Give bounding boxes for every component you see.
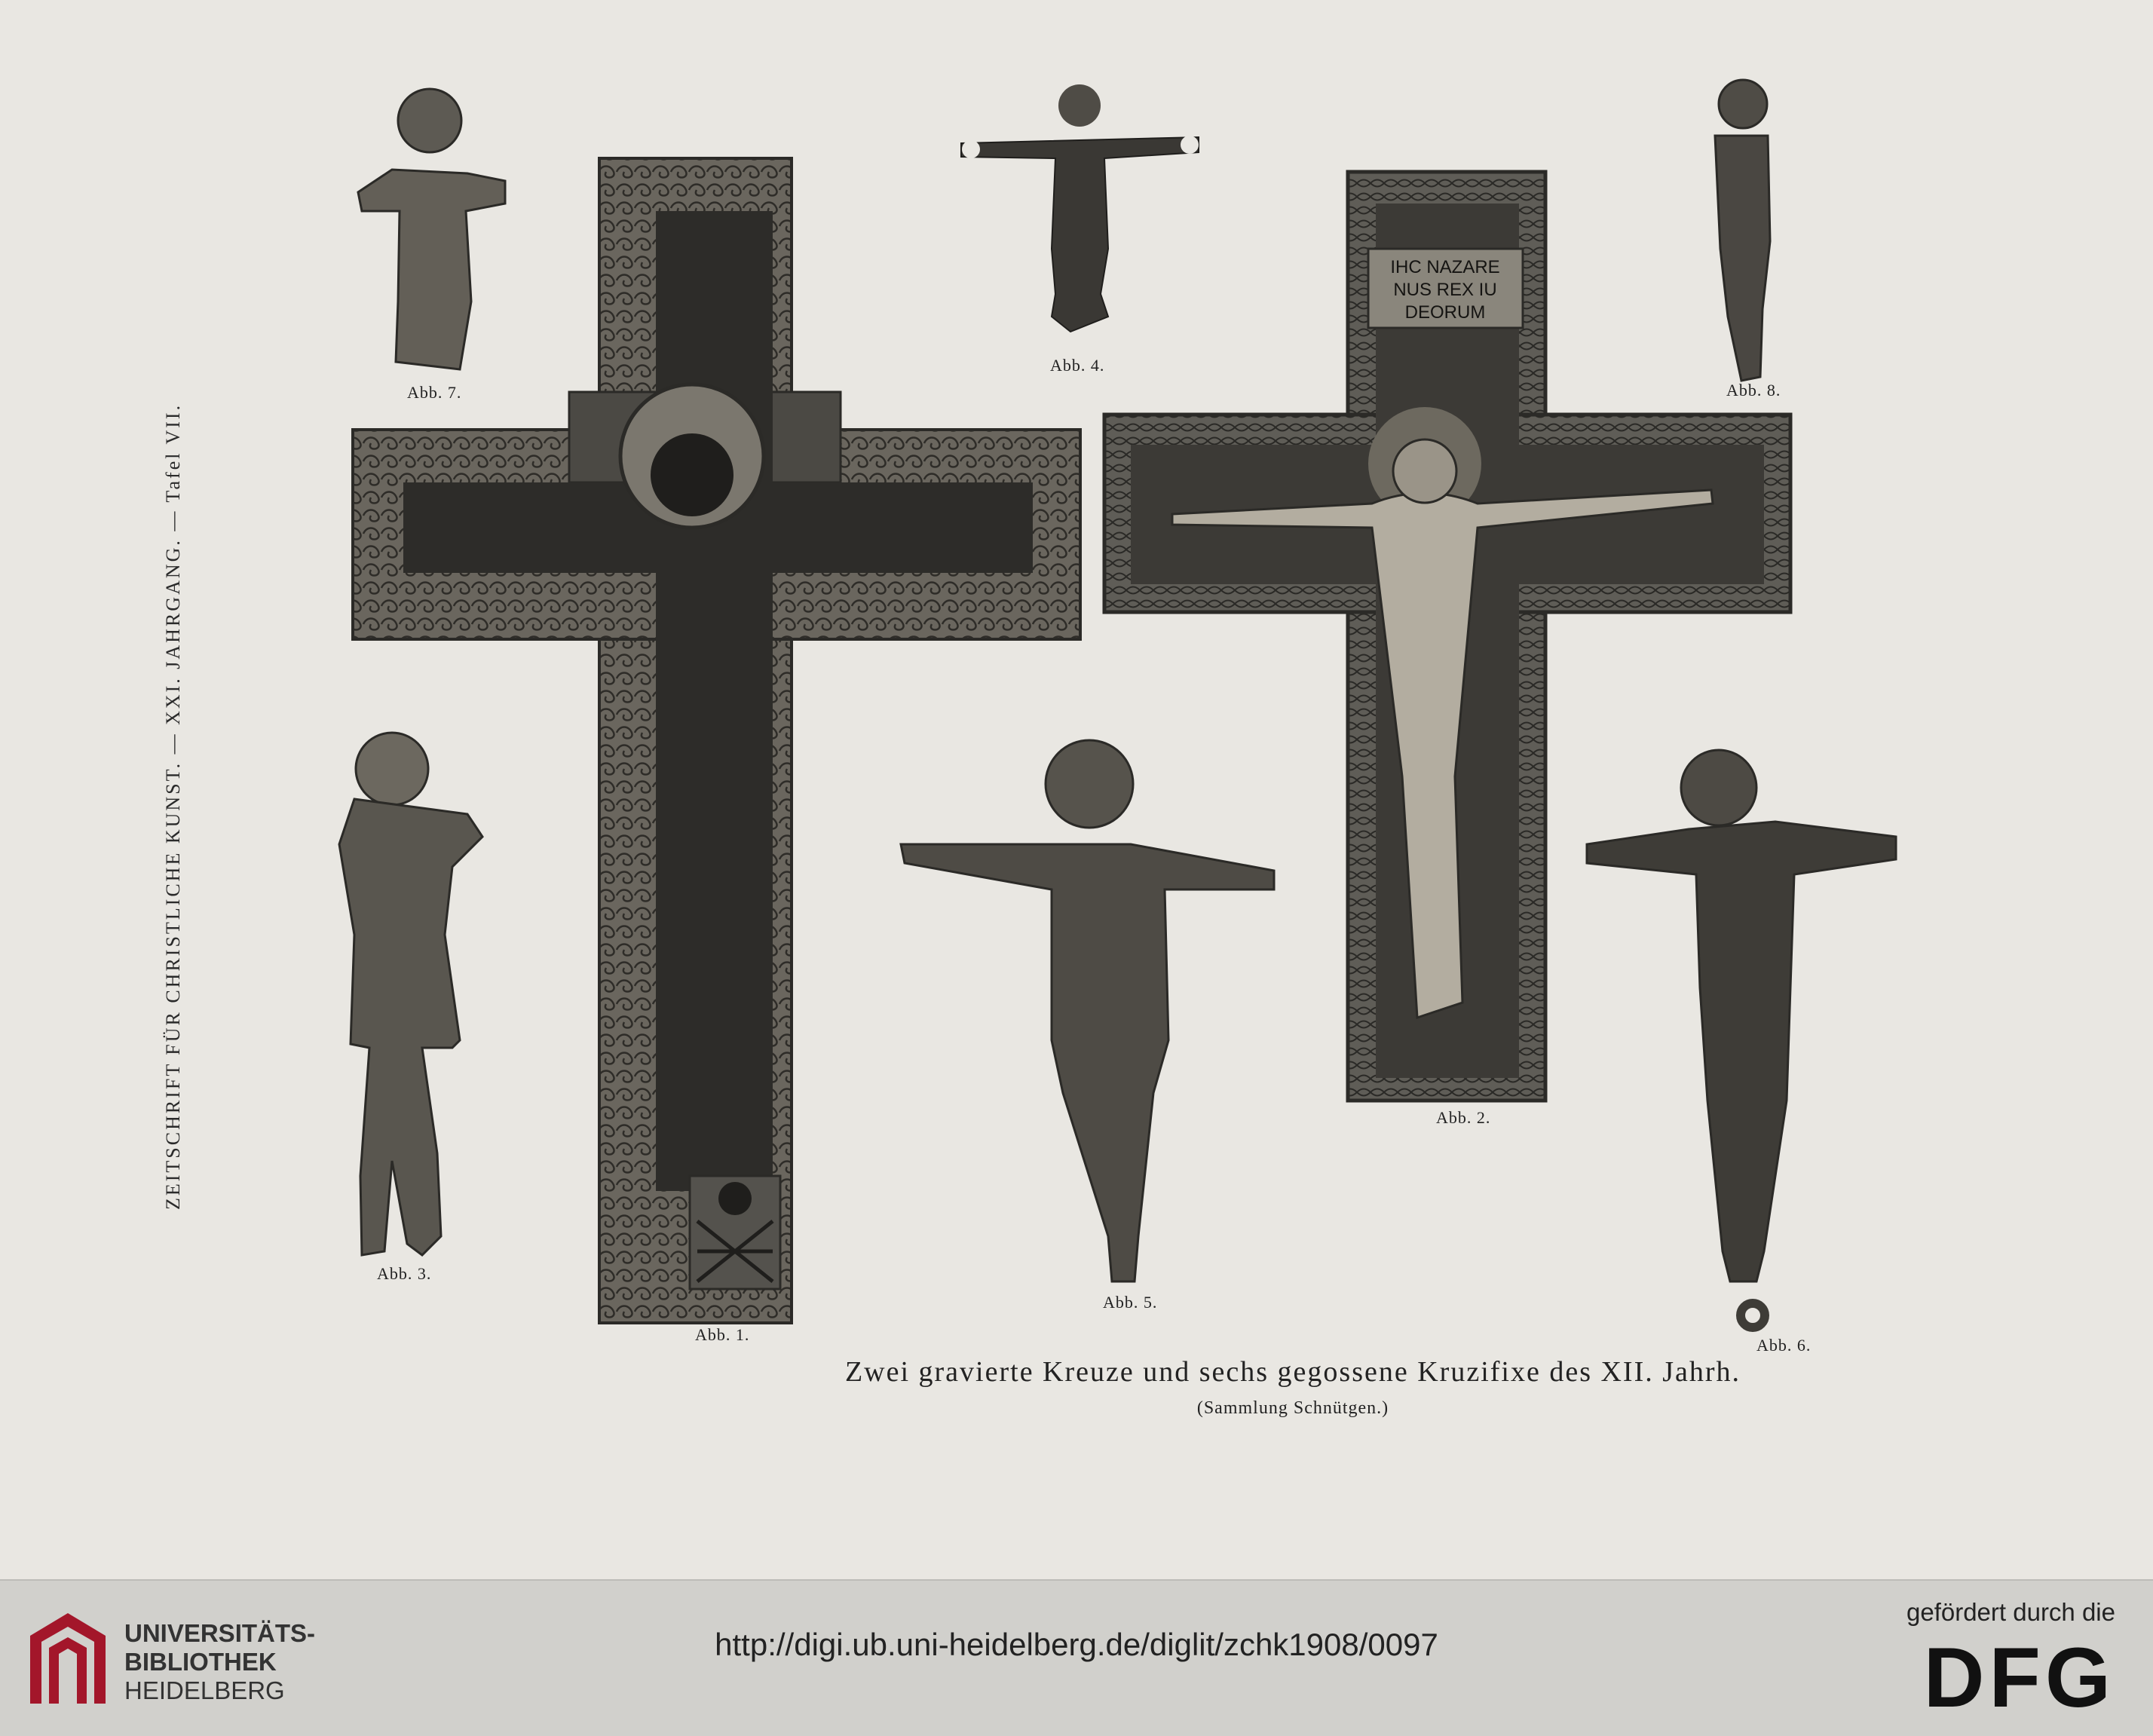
titulus-line-3: DEORUM: [1404, 302, 1486, 323]
dfg-logo: DFG: [1923, 1630, 2115, 1725]
figure-abb8: [1715, 80, 1770, 381]
plate-subcaption: (Sammlung Schnütgen.): [1196, 1398, 1389, 1418]
library-name-line1: UNIVERSITÄTS-: [124, 1619, 316, 1647]
figure-abb7: [358, 89, 505, 369]
plate-caption: Zwei gravierte Kreuze und sechs gegossene Kruzifixe des XII. Jahrh.: [844, 1356, 1741, 1388]
side-title: ZEITSCHRIFT FÜR CHRISTLICHE KUNST. — XXI. JAHRGANG. — Tafel VII.: [162, 403, 184, 1210]
figure-abb6: [1587, 750, 1896, 1327]
label-abb8: Abb. 8.: [1726, 381, 1781, 400]
cross-abb2: [1104, 172, 1790, 1101]
titulus-line-2: NUS REX IU: [1393, 280, 1497, 300]
figure-abb4: [961, 84, 1199, 332]
library-name-line3: HEIDELBERG: [124, 1676, 285, 1704]
label-abb5: Abb. 5.: [1103, 1293, 1158, 1312]
permalink-url[interactable]: http://digi.ub.uni-heidelberg.de/diglit/zchk1908/0097: [715, 1627, 1438, 1662]
label-abb6: Abb. 6.: [1756, 1336, 1812, 1355]
library-name-line2: BIBLIOTHEK: [124, 1648, 277, 1676]
label-abb7: Abb. 7.: [407, 383, 462, 402]
label-abb1: Abb. 1.: [695, 1325, 750, 1344]
label-abb2: Abb. 2.: [1436, 1108, 1491, 1127]
figure-abb3: [339, 733, 482, 1255]
funding-text: gefördert durch die: [1906, 1598, 2115, 1626]
label-abb3: Abb. 3.: [377, 1264, 432, 1283]
figure-abb5: [901, 740, 1274, 1281]
titulus-line-1: IHC NAZARE: [1390, 257, 1500, 277]
label-abb4: Abb. 4.: [1050, 356, 1105, 375]
